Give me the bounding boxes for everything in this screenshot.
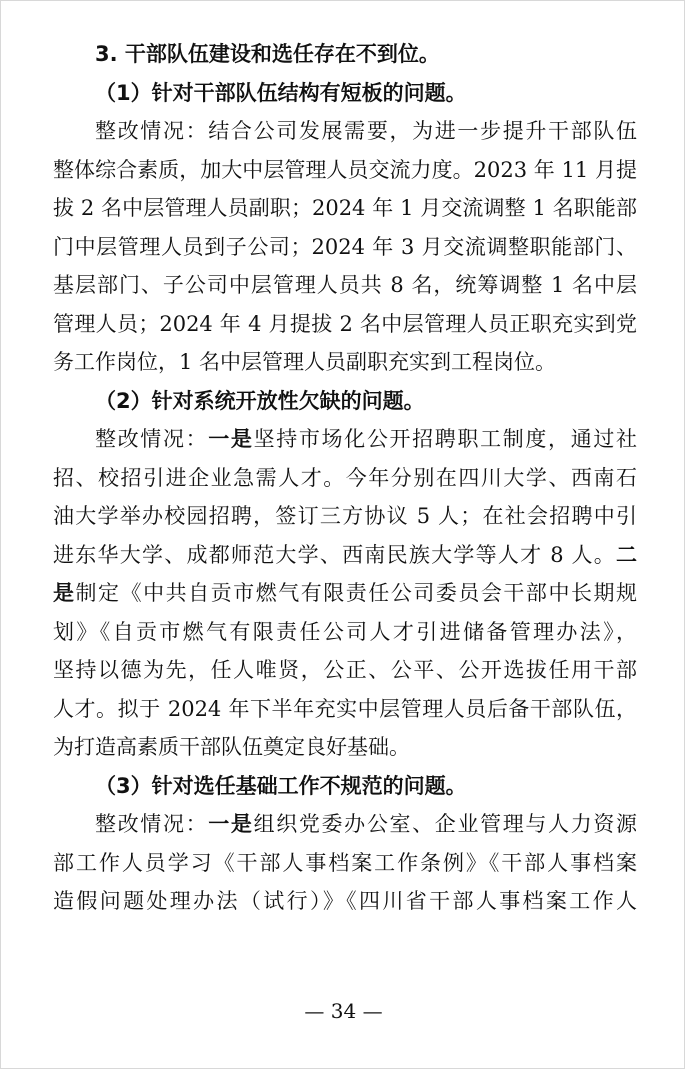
subsection-title-2: （2）针对系统开放性欠缺的问题。 — [95, 388, 425, 413]
section-heading: 3. 干部队伍建设和选任存在不到位。 — [95, 42, 440, 66]
paragraph-line: 整体综合素质，加大中层管理人员交流力度。2023 年 11 月提 — [53, 157, 637, 182]
inline-text: 制定《中共自贡市燃气有限责任公司委员会干部中长期规 — [75, 581, 638, 605]
inline-emphasis: 一是 — [208, 427, 254, 451]
paragraph-line: 人才。拟于 2024 年下半年充实中层管理人员后备干部队伍， — [53, 696, 637, 721]
paragraph-line: 为打造高素质干部队伍奠定良好基础。 — [53, 735, 410, 759]
document-body — [53, 35, 637, 921]
paragraph-line: 部工作人员学习《干部人事档案工作条例》《干部人事档案 — [53, 850, 637, 875]
inline-label: 整改情况： — [95, 812, 209, 836]
paragraph-line: 整改情况：结合公司发展需要，为进一步提升干部队伍 — [95, 119, 637, 143]
subsection-title-3: （3）针对选任基础工作不规范的问题。 — [95, 773, 467, 798]
paragraph-line: 划》《自贡市燃气有限责任公司人才引进储备管理办法》， — [53, 619, 637, 644]
paragraph-line: 管理人员；2024 年 4 月提拔 2 名中层管理人员正职充实到党 — [53, 311, 637, 336]
inline-text: 组织党委办公室、企业管理与人力资源 — [253, 812, 638, 836]
paragraph-line: 坚持以德为先，任人唯贤，公正、公平、公开选拔任用干部 — [53, 658, 637, 682]
subsection-title-1: （1）针对干部队伍结构有短板的问题。 — [95, 80, 467, 105]
inline-emphasis: 二 — [616, 542, 637, 567]
paragraph-line — [53, 574, 637, 613]
paragraph-line: 务工作岗位，1 名中层管理人员副职充实到工程岗位。 — [53, 350, 557, 374]
page-number: — 34 — — [304, 999, 383, 1023]
paragraph-line: 门中层管理人员到子公司；2024 年 3 月交流调整职能部门、 — [53, 234, 637, 259]
paragraph-line: 招、校招引进企业急需人才。今年分别在四川大学、西南石 — [53, 465, 637, 490]
paragraph-line — [53, 536, 637, 575]
inline-text: 坚持市场化公开招聘职工制度，通过社 — [253, 427, 638, 451]
paragraph-line: 造假问题处理办法（试行）》《四川省干部人事档案工作人 — [53, 889, 637, 913]
paragraph-line — [53, 420, 637, 459]
paragraph-line: 拔 2 名中层管理人员副职；2024 年 1 月交流调整 1 名职能部 — [53, 196, 637, 220]
paragraph-line: 油大学举办校园招聘，签订三方协议 5 人；在社会招聘中引 — [53, 504, 637, 528]
inline-emphasis: 一是 — [208, 812, 254, 836]
paragraph-line: 基层部门、子公司中层管理人员共 8 名，统筹调整 1 名中层 — [53, 273, 637, 297]
inline-text: 进东华大学、成都师范大学、西南民族大学等人才 8 人。 — [53, 542, 616, 567]
inline-label: 整改情况： — [95, 427, 209, 451]
paragraph-line — [53, 805, 637, 844]
inline-emphasis: 是 — [53, 581, 76, 605]
